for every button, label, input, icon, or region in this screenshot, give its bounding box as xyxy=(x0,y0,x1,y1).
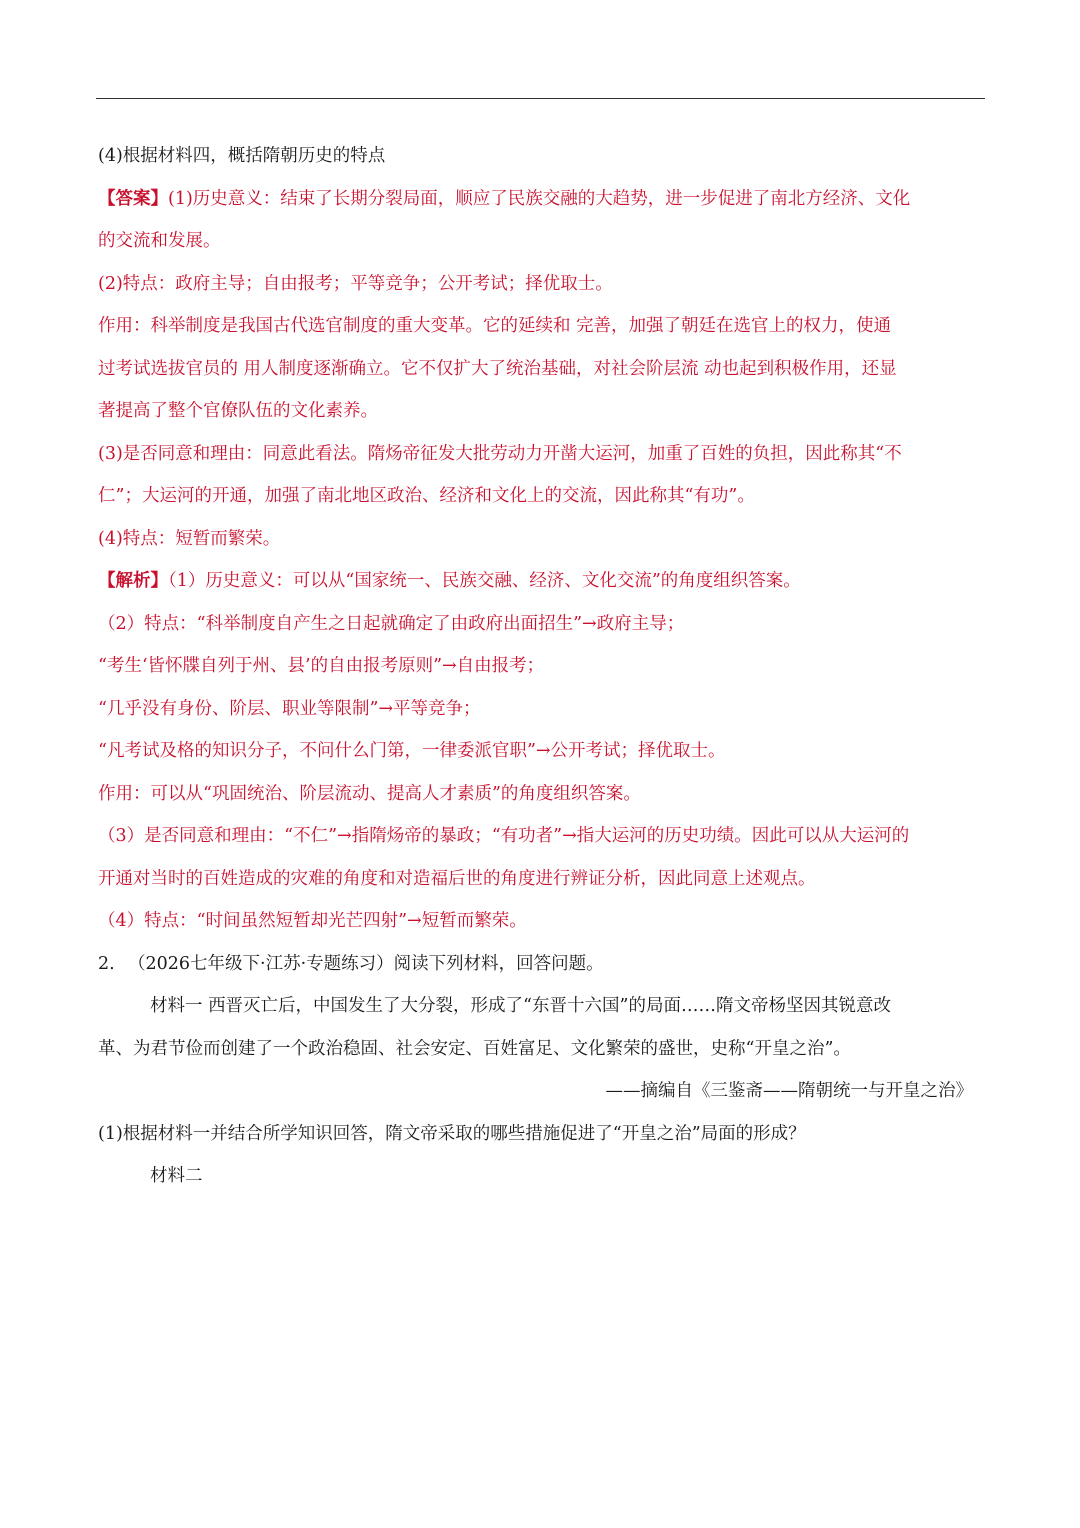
question-4-prompt: (4)根据材料四，概括隋朝历史的特点 xyxy=(98,146,386,166)
analysis-part-5: “凡考试及格的知识分子，不问什么门第，一律委派官职”→公开考试；择优取士。 xyxy=(98,741,726,761)
analysis-part-7: （3）是否同意和理由：“不仁”→指隋炀帝的暴政；“有功者”→指大运河的历史功绩。因此可以从大运河的 xyxy=(98,826,910,846)
answer-part-4: (3)是否同意和理由：同意此看法。隋炀帝征发大批劳动力开凿大运河，加重了百姓的负担，因此称其“不 xyxy=(98,443,902,464)
question-2-sub-1: (1)根据材料一并结合所学知识回答，隋文帝采取的哪些措施促进了“开皇之治”局面的形成？ xyxy=(98,1123,806,1144)
analysis-part-8: （4）特点：“时间虽然短暂却光芒四射”→短暂而繁荣。 xyxy=(98,911,527,931)
answer-part-3c: 著提高了整个官僚队伍的文化素养。 xyxy=(98,401,378,421)
answer-line-1b: 的交流和发展。 xyxy=(98,231,221,251)
answer-part-1: (1)历史意义：结束了长期分裂局面，顺应了民族交融的大趋势，进一步促进了南北方经济、文化 xyxy=(168,188,911,209)
document-body xyxy=(98,135,983,1198)
header-rule xyxy=(96,98,985,99)
analysis-part-6: 作用：可以从“巩固统治、阶层流动、提高人才素质”的角度组织答案。 xyxy=(98,783,641,804)
analysis-part-2: （2）特点：“科举制度自产生之日起就确定了由政府出面招生”→政府主导； xyxy=(98,613,685,634)
analysis-tag: 【解析】 xyxy=(98,571,168,591)
question-2-number: 2. xyxy=(98,953,115,974)
answer-part-2: (2)特点：政府主导；自由报考；平等竞争；公开考试；择优取士。 xyxy=(98,273,613,294)
answer-part-3b: 过考试选拔官员的 用人制度逐渐确立。它不仅扩大了统治基础，对社会阶层流 动也起到积极作用，还显 xyxy=(98,358,897,379)
material-1b: 革、为君节俭而创建了一个政治稳固、社会安定、百姓富足、文化繁荣的盛世，史称“开皇之治”。 xyxy=(98,1038,851,1059)
answer-part-5: (4)特点：短暂而繁荣。 xyxy=(98,528,281,549)
answer-part-3: 作用：科举制度是我国古代选官制度的重大变革。它的延续和 完善，加强了朝廷在选官上的权力，使通 xyxy=(98,316,892,336)
analysis-part-3: “考生‘皆怀牒自列于州、县’的自由报考原则”→自由报考； xyxy=(98,656,545,676)
analysis-part-7b: 开通对当时的百姓造成的灾难的角度和对造福后世的角度进行辨证分析，因此同意上述观点。 xyxy=(98,868,816,889)
analysis-part-1: （1）历史意义：可以从“国家统一、民族交融、经济、文化交流”的角度组织答案。 xyxy=(168,571,801,591)
question-2-source-line: （2026七年级下·江苏·专题练习）阅读下列材料，回答问题。 xyxy=(128,953,604,974)
material-1-source: ——摘编自《三鉴斋——隋朝统一与开皇之治》 xyxy=(605,1081,973,1101)
material-2-label: 材料二 xyxy=(150,1166,203,1186)
analysis-line-1 xyxy=(98,560,983,603)
answer-part-4b: 仁”；大运河的开通，加强了南北地区政治、经济和文化上的交流，因此称其“有功”。 xyxy=(98,486,755,506)
question-2-header xyxy=(98,943,983,986)
analysis-part-4: “几乎没有身份、阶层、职业等限制”→平等竞争； xyxy=(98,698,481,719)
answer-line-1 xyxy=(98,178,983,221)
answer-tag: 【答案】 xyxy=(98,188,168,209)
material-1: 材料一 西晋灭亡后，中国发生了大分裂，形成了“东晋十六国”的局面……隋文帝杨坚因其锐意改 xyxy=(150,996,891,1016)
